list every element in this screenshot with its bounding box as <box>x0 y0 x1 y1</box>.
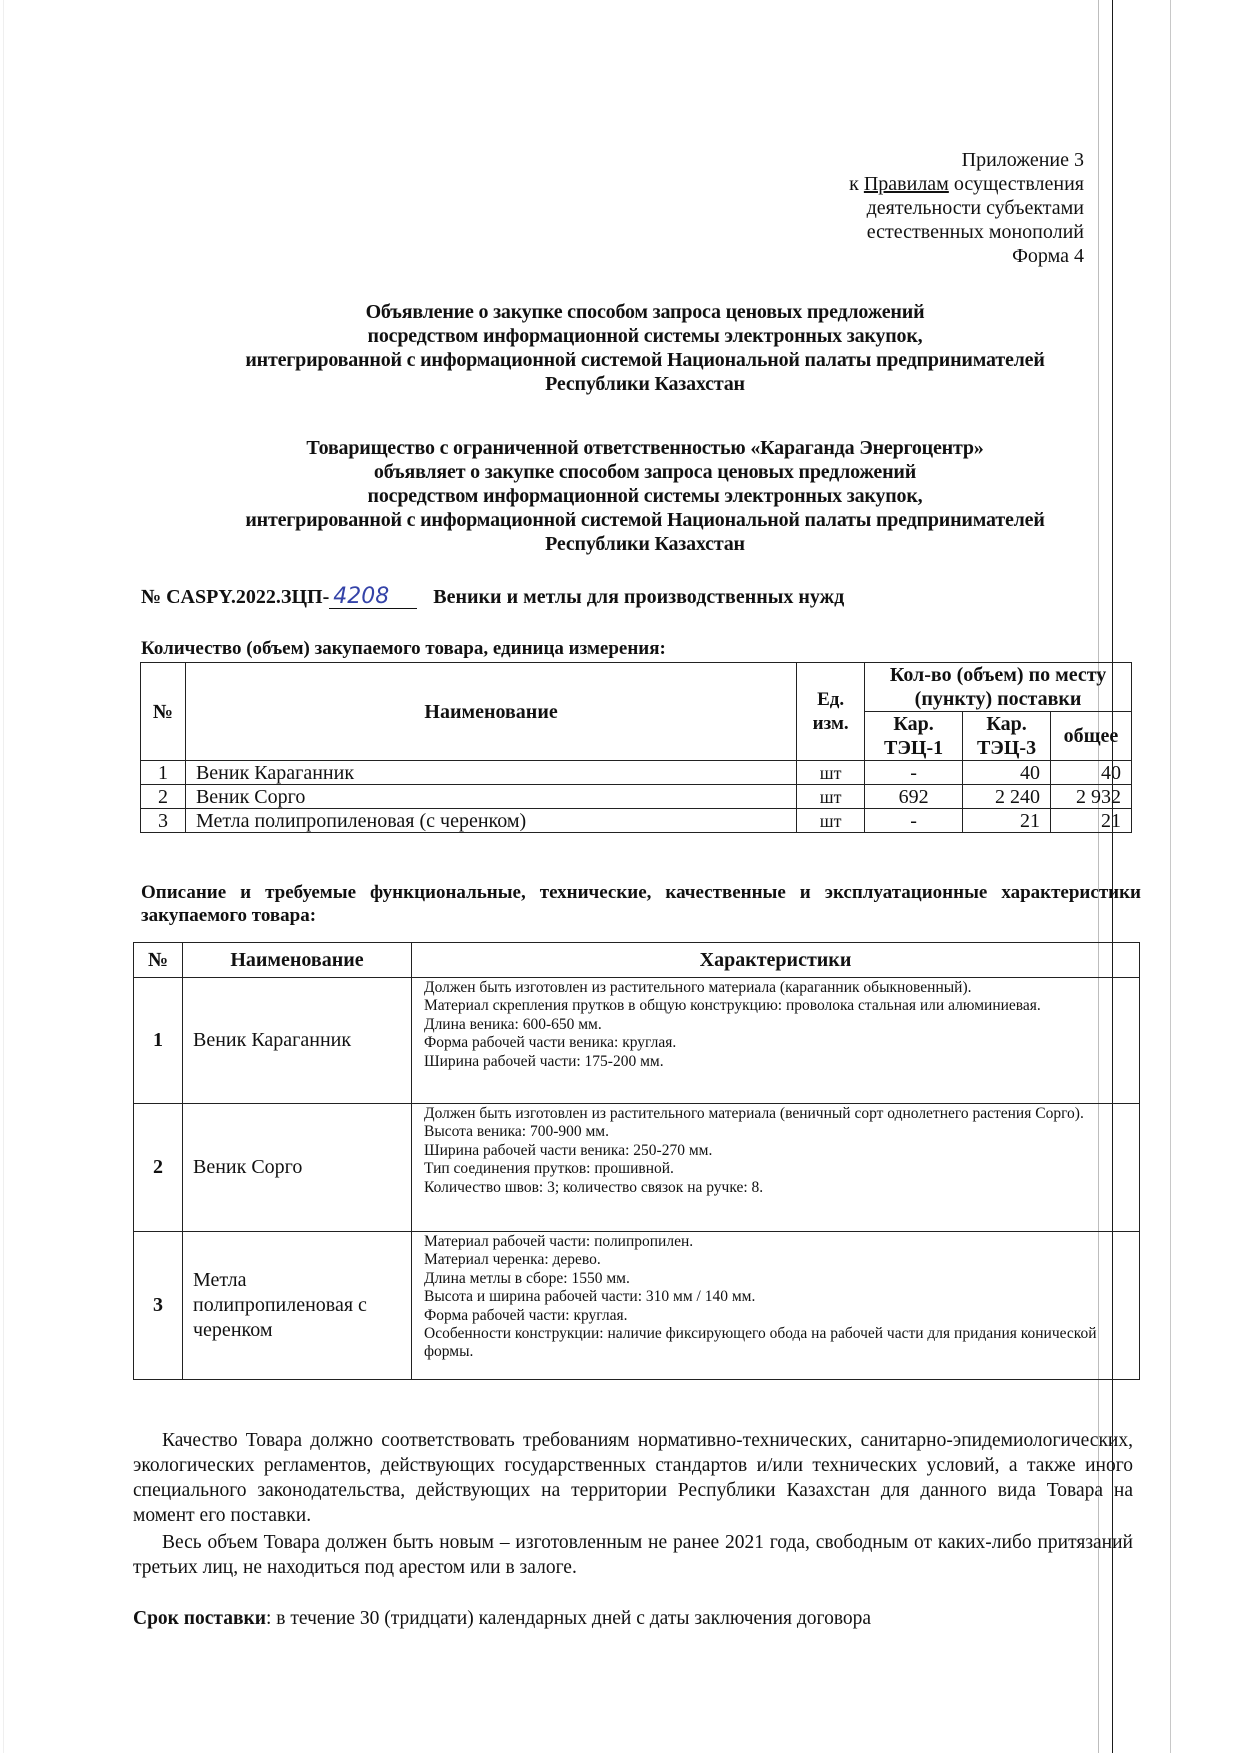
table-row <box>141 809 1132 833</box>
row-tec3: 40 <box>963 761 1051 785</box>
appendix-suffix: осуществления <box>948 173 1084 195</box>
spec-line: Количество швов: 3; количество связок на ручке: 8. <box>424 1178 764 1196</box>
spec-section-label: Описание и требуемые функциональные, технические, качественные и эксплуатационные характеристики закупаемого товара: <box>141 882 1141 926</box>
title-line: посредством информационной системы электронных закупок, <box>367 325 923 347</box>
table-row <box>134 978 1140 1104</box>
spec-line: Тип соединения прутков: прошивной. <box>424 1160 674 1178</box>
col-header-name: Наименование <box>183 943 412 978</box>
col-header-num: № <box>134 943 183 978</box>
col-header-tec1: Кар. ТЭЦ-1 <box>865 712 963 761</box>
table-row <box>134 1232 1140 1380</box>
row-num: 3 <box>141 809 186 833</box>
rules-link[interactable]: Правилам <box>863 173 949 195</box>
row-tec3: 2 240 <box>963 785 1051 809</box>
table-row <box>141 785 1132 809</box>
row-name: Веник Караганник <box>185 761 796 785</box>
quality-text: Качество Товара должно соответствовать требованиям нормативно-технических, санитарно-эпидемиологических, экологических регламентов, действующих государственных стандартов и/или технических условий, а также иного специального законодательства, действующих на территории Республики Казахстан для данного вида Товара на момент его поставки. <box>133 1430 1133 1526</box>
delivery-term-text: : в течение 30 (тридцати) календарных дней с даты заключения договора <box>266 1608 872 1629</box>
announcement-title <box>150 300 1140 396</box>
spec-line: Должен быть изготовлен из растительного материала (караганник обыкновенный). <box>424 979 972 996</box>
row-unit: шт <box>797 809 865 833</box>
title-line: Республики Казахстан <box>545 373 745 395</box>
appendix-line4: естественных монополий <box>866 221 1084 243</box>
scan-artifact-line <box>3 0 4 1753</box>
row-tec1: 692 <box>865 785 963 809</box>
spec-line: Высота веника: 700-900 мм. <box>424 1123 609 1141</box>
row-unit: шт <box>797 785 865 809</box>
title-line: Объявление о закупке способом запроса ценовых предложений <box>365 301 925 323</box>
col-header-unit: Ед. изм. <box>797 663 865 761</box>
delivery-term-label: Срок поставки <box>133 1608 266 1629</box>
col-header-tec3: Кар. ТЭЦ-3 <box>963 712 1051 761</box>
row-unit: шт <box>797 761 865 785</box>
row-name: Веник Караганник <box>183 978 412 1104</box>
spec-line: Форма рабочей части веника: круглая. <box>424 1034 677 1052</box>
form-number: Форма 4 <box>1012 245 1084 267</box>
lot-prefix: № CASPY.2022.ЗЦП- <box>141 586 330 608</box>
row-specs <box>412 978 1140 1104</box>
spec-line: Высота и ширина рабочей части: 310 мм / 140 мм. <box>424 1288 756 1306</box>
newness-text: Весь объем Товара должен быть новым – изготовленным не ранее 2021 года, свободным от каких-либо притязаний третьих лиц, не находиться под арестом или в залоге. <box>133 1532 1133 1578</box>
organizer-line: объявляет о закупке способом запроса ценовых предложений <box>373 461 917 483</box>
spec-line: Длина веника: 600-650 мм. <box>424 1015 602 1033</box>
organizer-line: Республики Казахстан <box>545 533 745 555</box>
table-row <box>141 761 1132 785</box>
spec-line: Должен быть изготовлен из растительного материала (веничный сорт однолетнего растения Сорго). <box>424 1105 1084 1122</box>
spec-table <box>133 942 1140 1380</box>
organizer-name: Товарищество с ограниченной ответственностью «Караганда Энергоцентр» <box>306 437 984 459</box>
spec-line: Материал черенка: дерево. <box>424 1251 601 1269</box>
col-header-total: общее <box>1050 712 1131 761</box>
lot-subject: Веники и метлы для производственных нужд <box>433 586 845 608</box>
quantity-table <box>140 662 1132 833</box>
col-header-specs: Характеристики <box>412 943 1140 978</box>
row-total: 2 932 <box>1050 785 1131 809</box>
spec-line: Материал рабочей части: полипропилен. <box>424 1233 694 1250</box>
quality-paragraph <box>133 1428 1133 1528</box>
lot-line <box>141 586 844 609</box>
appendix-header <box>849 148 1084 268</box>
row-specs <box>412 1232 1140 1380</box>
newness-paragraph <box>133 1530 1133 1580</box>
title-line: интегрированной с информационной системой Национальной палаты предпринимателей <box>245 349 1045 371</box>
delivery-term <box>133 1606 1133 1631</box>
row-name: Метла полипропиленовая с черенком <box>183 1232 412 1380</box>
appendix-line3: деятельности субъектами <box>866 197 1084 219</box>
row-num: 1 <box>141 761 186 785</box>
organizer-line: посредством информационной системы электронных закупок, <box>367 485 923 507</box>
row-num: 1 <box>134 978 183 1104</box>
row-name: Веник Сорго <box>185 785 796 809</box>
row-tec3: 21 <box>963 809 1051 833</box>
appendix-prefix: к <box>849 173 864 195</box>
row-tec1: - <box>865 761 963 785</box>
table-row <box>134 1104 1140 1232</box>
spec-line: Длина метлы в сборе: 1550 мм. <box>424 1269 630 1287</box>
spec-line: Форма рабочей части: круглая. <box>424 1306 628 1324</box>
col-header-name: Наименование <box>185 663 796 761</box>
col-header-delivery-place: Кол-во (объем) по месту (пункту) поставки <box>865 663 1132 712</box>
row-tec1: - <box>865 809 963 833</box>
handwritten-lot-number: 4208 <box>329 586 417 609</box>
appendix-number: Приложение 3 <box>961 149 1084 171</box>
row-num: 2 <box>134 1104 183 1232</box>
organizer-line: интегрированной с информационной системой Национальной палаты предпринимателей <box>245 509 1045 531</box>
row-num: 2 <box>141 785 186 809</box>
row-num: 3 <box>134 1232 183 1380</box>
row-name: Метла полипропиленовая (с черенком) <box>185 809 796 833</box>
spec-line: Ширина рабочей части веника: 250-270 мм. <box>424 1141 713 1159</box>
spec-line: Материал скрепления прутков в общую конструкцию: проволока стальная или алюминиевая. <box>424 997 1041 1015</box>
quantity-section-label: Количество (объем) закупаемого товара, единица измерения: <box>141 638 666 659</box>
row-specs <box>412 1104 1140 1232</box>
row-name: Веник Сорго <box>183 1104 412 1232</box>
row-total: 40 <box>1050 761 1131 785</box>
col-header-num: № <box>141 663 186 761</box>
row-total: 21 <box>1050 809 1131 833</box>
appendix-rules-line <box>849 172 1084 196</box>
spec-line: Особенности конструкции: наличие фиксирующего обода на рабочей части для придания конической формы. <box>424 1325 1097 1361</box>
scan-artifact-line <box>1170 0 1171 1753</box>
organizer-block <box>150 436 1140 556</box>
spec-line: Ширина рабочей части: 175-200 мм. <box>424 1052 664 1070</box>
